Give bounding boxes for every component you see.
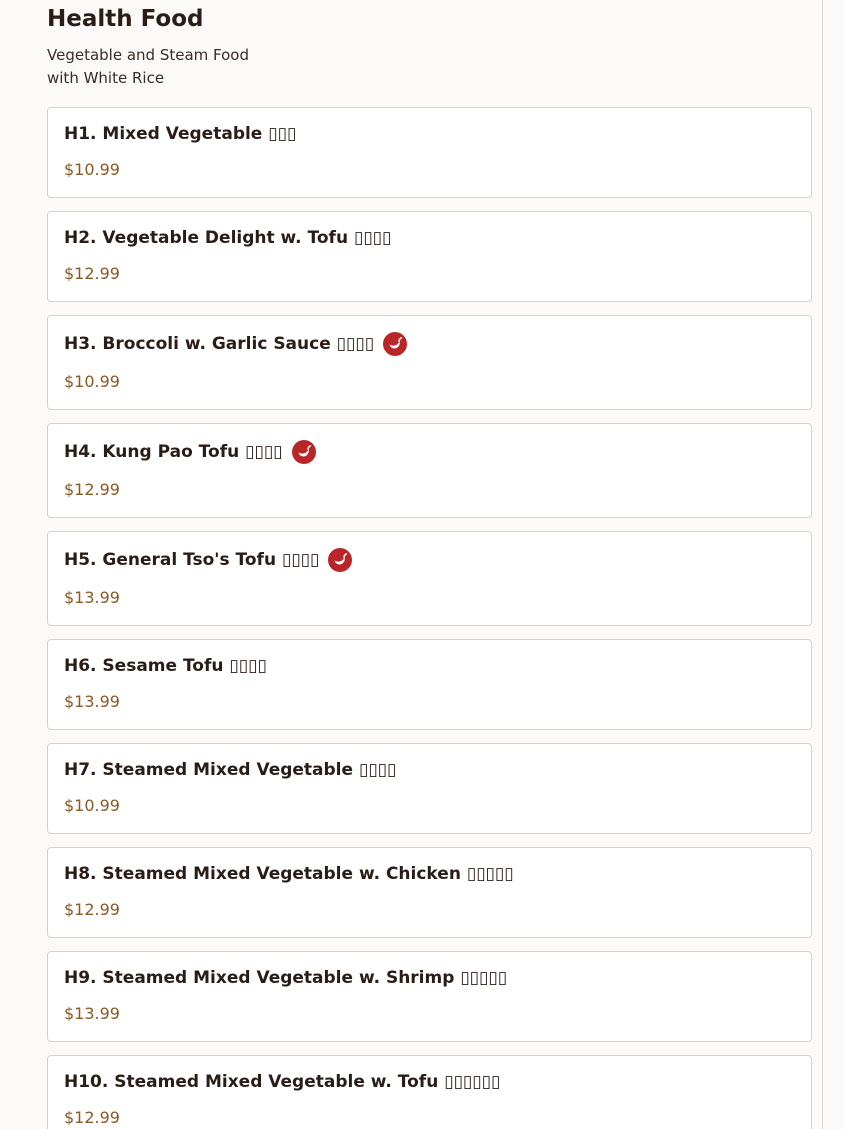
menu-item-h2[interactable] [47, 211, 812, 302]
item-name-row [64, 965, 795, 991]
item-name: H3. Broccoli w. Garlic Sauce ▯▯▯▯ [64, 334, 375, 354]
item-price: $12.99 [64, 480, 120, 499]
menu-item-h4[interactable] [47, 423, 812, 518]
item-name: H8. Steamed Mixed Vegetable w. Chicken ▯▯▯▯▯ [64, 864, 514, 884]
chili-pepper-icon [328, 548, 352, 572]
menu-item-h7[interactable] [47, 743, 812, 834]
menu-item-h6[interactable] [47, 639, 812, 730]
item-price: $13.99 [64, 588, 120, 607]
chili-pepper-icon [292, 440, 316, 464]
chili-pepper-icon [383, 332, 407, 356]
item-name: H6. Sesame Tofu ▯▯▯▯ [64, 656, 267, 676]
item-name: H9. Steamed Mixed Vegetable w. Shrimp ▯▯▯▯▯ [64, 968, 508, 988]
item-price: $10.99 [64, 160, 120, 179]
item-name-row [64, 329, 795, 359]
item-price: $12.99 [64, 1108, 120, 1127]
menu-item-h10[interactable] [47, 1055, 812, 1129]
menu-item-h3[interactable] [47, 315, 812, 410]
item-name-row [64, 545, 795, 575]
section-title: Health Food [47, 6, 204, 32]
item-price: $10.99 [64, 372, 120, 391]
item-name: H4. Kung Pao Tofu ▯▯▯▯ [64, 442, 283, 462]
page-edge-divider [822, 0, 823, 1129]
item-price: $13.99 [64, 692, 120, 711]
menu-item-h1[interactable] [47, 107, 812, 198]
item-name: H2. Vegetable Delight w. Tofu ▯▯▯▯ [64, 228, 392, 248]
item-price: $13.99 [64, 1004, 120, 1023]
menu-item-list [47, 107, 812, 1129]
menu-section-health-food [47, 0, 812, 1129]
item-name: H10. Steamed Mixed Vegetable w. Tofu ▯▯▯▯▯▯ [64, 1072, 501, 1092]
item-name: H5. General Tso's Tofu ▯▯▯▯ [64, 550, 320, 570]
item-name-row [64, 121, 795, 147]
item-price: $10.99 [64, 796, 120, 815]
item-name-row [64, 225, 795, 251]
item-name-row [64, 861, 795, 887]
menu-item-h8[interactable] [47, 847, 812, 938]
section-description: Vegetable and Steam Food with White Rice [47, 46, 249, 87]
item-name-row [64, 1069, 795, 1095]
item-name-row [64, 757, 795, 783]
item-name-row [64, 437, 795, 467]
item-name: H7. Steamed Mixed Vegetable ▯▯▯▯ [64, 760, 397, 780]
item-price: $12.99 [64, 264, 120, 283]
item-price: $12.99 [64, 900, 120, 919]
menu-item-h9[interactable] [47, 951, 812, 1042]
item-name-row [64, 653, 795, 679]
item-name: H1. Mixed Vegetable ▯▯▯ [64, 124, 297, 144]
menu-item-h5[interactable] [47, 531, 812, 626]
